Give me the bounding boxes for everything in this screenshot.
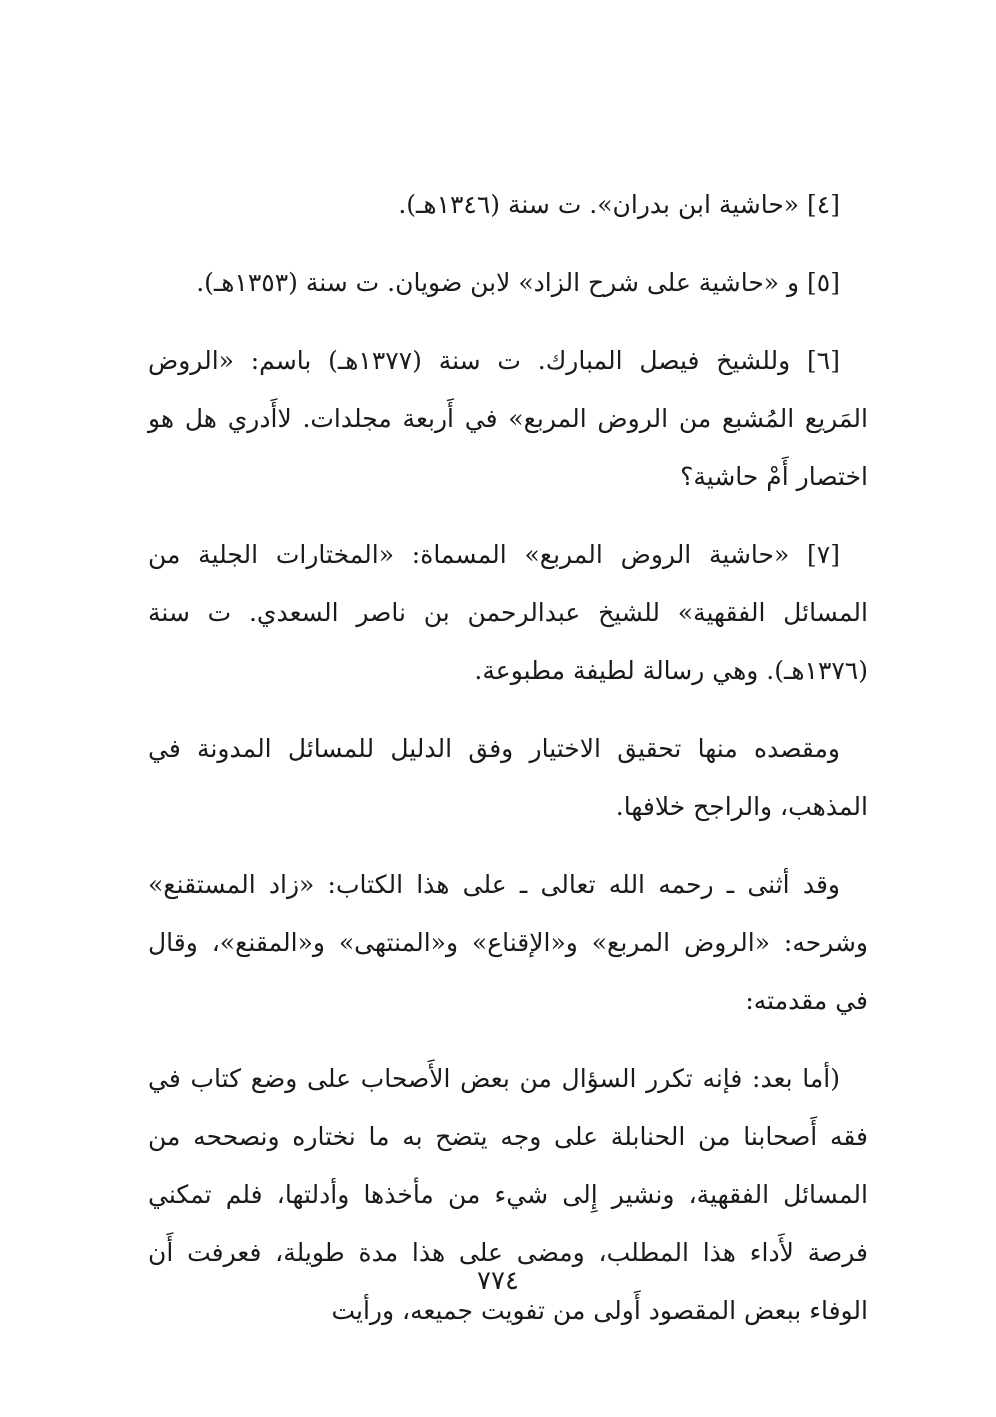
paragraph-praise: وقد أثنى ـ رحمه الله تعالى ـ على هذا الكتاب: «زاد المستقنع» وشرحه: «الروض المربع» و«الإقناع» و«المنتهى» و«المقنع»، وقال في مقدمته: xyxy=(148,870,868,1015)
paragraph-item-6: [٦] وللشيخ فيصل المبارك. ت سنة (١٣٧٧هـ) باسم: «الروض المَريع المُشبع من الروض المربع» في أَربعة مجلدات. لاأَدري هل هو اختصار أَمْ حاشية؟ xyxy=(148,346,868,491)
body-text xyxy=(148,176,868,1360)
paragraph-item-4: [٤] «حاشية ابن بدران». ت سنة (١٣٤٦هـ). xyxy=(398,190,840,219)
paragraph-purpose: ومقصده منها تحقيق الاختيار وفق الدليل للمسائل المدونة في المذهب، والراجح خلافها. xyxy=(148,734,868,821)
paragraph-item-5: [٥] و «حاشية على شرح الزاد» لابن ضويان. ت سنة (١٣٥٣هـ). xyxy=(196,268,840,297)
paragraph-quote: (أما بعد: فإنه تكرر السؤال من بعض الأَصحاب على وضع كتاب في فقه أَصحابنا من الحنابلة على وجه يتضح به ما نختاره ونصححه من المسائل الفقهية، ونشير إِلى شيء من مأخذها وأدلتها، فلم تمكني فرصة لأَداء هذا المطلب، ومضى على هذا مدة طويلة، فعرفت أَن الوفاء ببعض المقصود أَولى من تفويت جميعه، ورأيت xyxy=(148,1064,868,1325)
page-number: ٧٧٤ xyxy=(477,1266,519,1296)
paragraph-item-7: [٧] «حاشية الروض المربع» المسماة: «المختارات الجلية من المسائل الفقهية» للشيخ عبدالرحمن بن ناصر السعدي. ت سنة (١٣٧٦هـ). وهي رسالة لطيفة مطبوعة. xyxy=(148,540,868,685)
